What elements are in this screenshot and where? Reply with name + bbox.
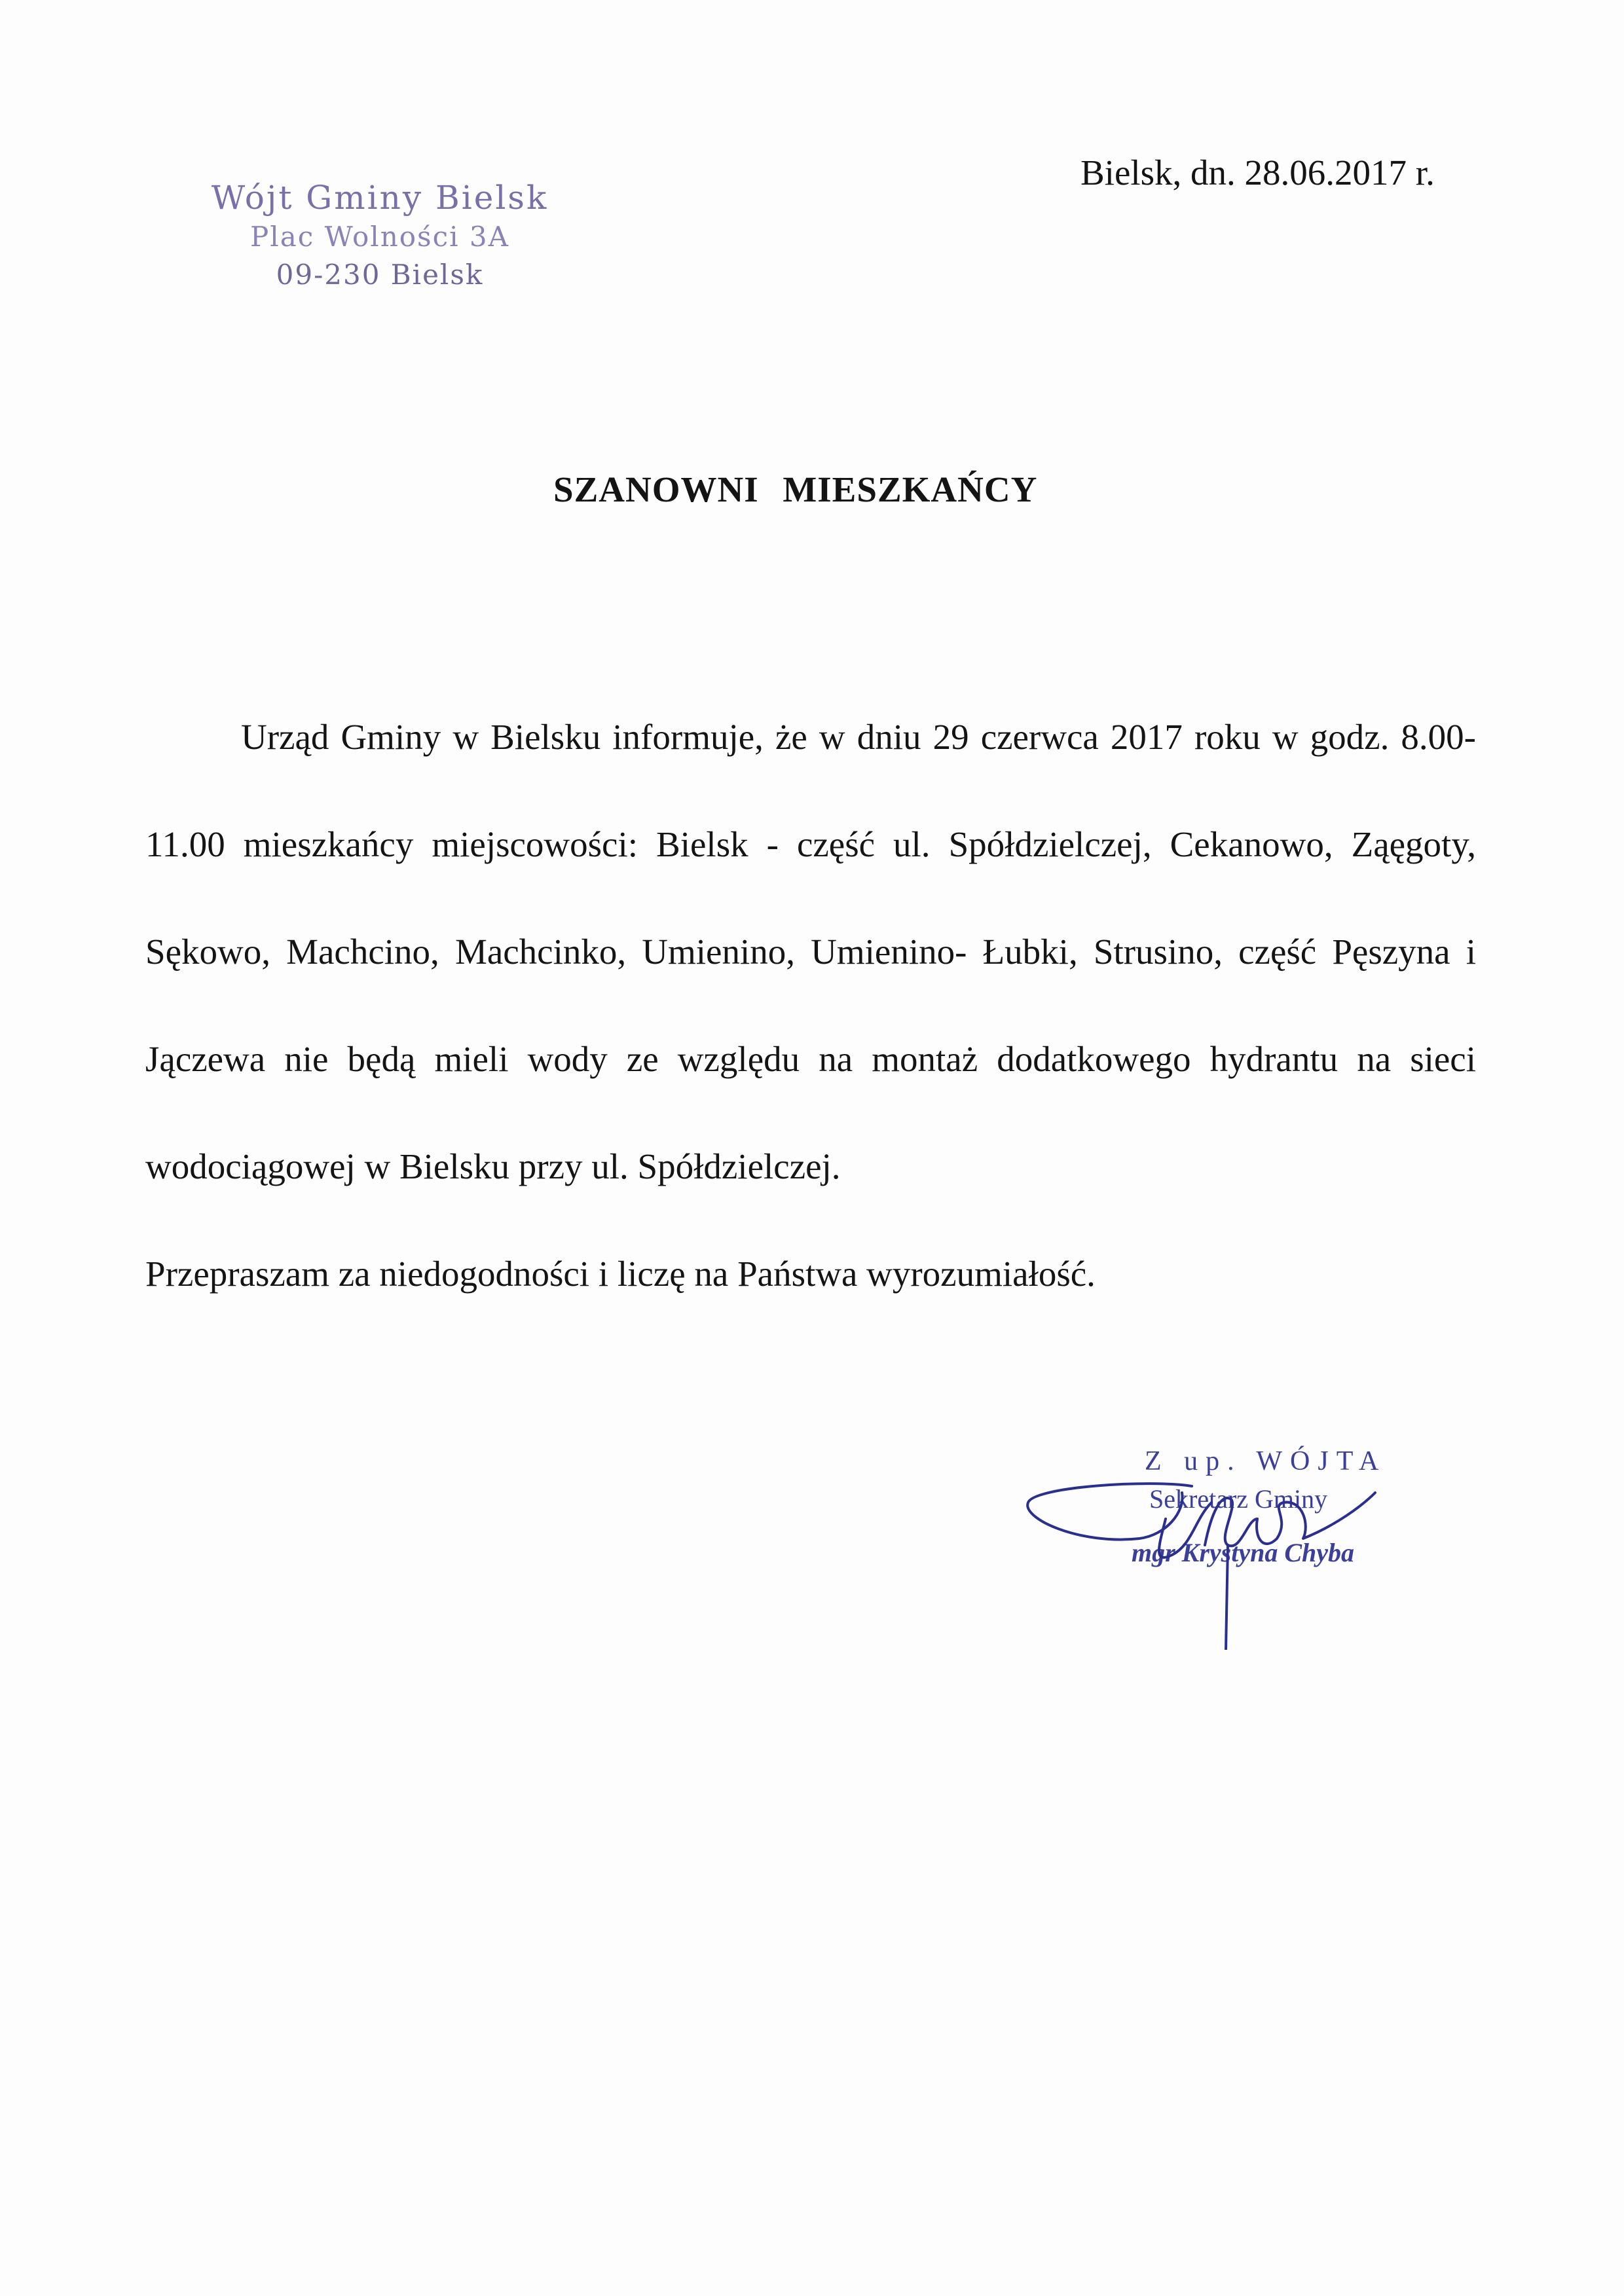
signature-role: Sekretarz Gminy: [1149, 1484, 1328, 1514]
document-body: [145, 683, 1476, 1328]
stamp-office-name: Wójt Gminy Bielsk: [211, 179, 549, 217]
signature-name: mgr Krystyna Chyba: [1132, 1538, 1355, 1567]
body-paragraph-apology: Przepraszam za niedogodności i liczę na Państwa wyrozumiałość.: [145, 1254, 1096, 1294]
body-paragraph-notice: [145, 683, 1476, 1220]
stamp-postal-city: 09-230 Bielsk: [276, 259, 484, 291]
document-title: SZANOWNI MIESZKAŃCY: [553, 469, 1038, 509]
document-date: Bielsk, dn. 28.06.2017 r.: [1080, 153, 1435, 192]
signature-on-behalf: Z up. WÓJTA: [1145, 1446, 1387, 1476]
signature-block: [995, 1440, 1421, 1650]
notice-text: Urząd Gminy w Bielsku informuje, że w dniu 29 czerwca 2017 roku w godz. 8.00-11.00 mieszkańcy miejscowości: Bielsk - część ul. Spółdzielczej, Cekanowo, Ząęgoty, Sękowo, Machcino, Machcinko, Umienino, Umienino- Łubki, Strusino, część Pęszyna i Jączewa nie będą mieli wody ze względu na montaż dodatkowego hydrantu na sieci wodociągowej w Bielsku przy ul. Spółdzielczej.: [145, 717, 1476, 1186]
stamp-street: Plac Wolności 3A: [250, 221, 509, 253]
office-stamp: [196, 178, 563, 293]
handwritten-signature-icon: [995, 1440, 1421, 1650]
